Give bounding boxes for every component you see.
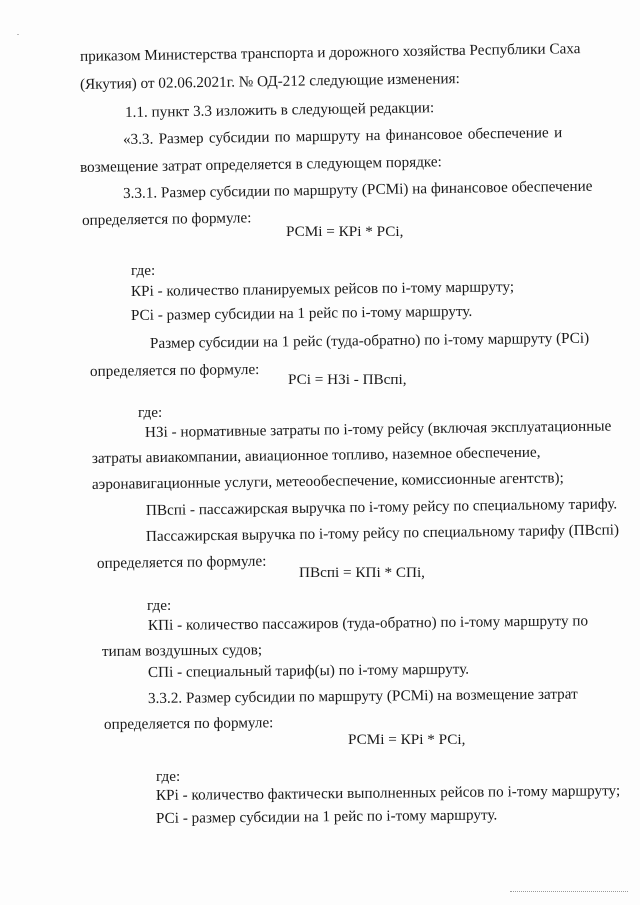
- text-line: РСi - размер субсидии на 1 рейс по i-тому маршруту.: [155, 806, 498, 827]
- text-line: определяется по формуле:: [89, 360, 260, 380]
- text-line: где:: [156, 768, 181, 785]
- text-line: СПi - специальный тариф(ы) по i-тому маршруту.: [147, 660, 470, 681]
- text-line: где:: [147, 597, 172, 614]
- text-line: КРi - количество фактически выполненных рейсов по i-тому маршруту;: [155, 782, 621, 804]
- text-line: ПВспi - пассажирская выручка по i-тому рейсу по специальному тарифу.: [145, 495, 618, 519]
- text-line: КРi - количество планируемых рейсов по i-тому маршруту;: [130, 278, 515, 300]
- dotted-rule: [510, 891, 628, 892]
- text-line: где:: [131, 262, 156, 279]
- text-line: КПi - количество пассажиров (туда-обратно) по i-тому маршруту по: [147, 612, 589, 634]
- text-line: Размер субсидии на 1 рейс (туда-обратно) по i-тому маршруту (РСi): [149, 329, 590, 352]
- formula: РСi = НЗi - ПВспi,: [288, 371, 407, 388]
- text-line: 3.3.2. Размер субсидии по маршруту (РСМi) на возмещение затрат: [147, 685, 578, 707]
- text-line: «3.3. Размер субсидии по маршруту на финансовое обеспечение и: [122, 124, 563, 148]
- text-line: затраты авиакомпании, авиационное топливо, наземное обеспечение,: [91, 443, 541, 467]
- text-line: (Якутия) от 02.06.2021г. № ОД-212 следующие изменения:: [79, 70, 460, 93]
- text-line: 1.1. пункт 3.3 изложить в следующей редакции:: [124, 99, 435, 121]
- text-line: 3.3.1. Размер субсидии по маршруту (РСМi) на финансовое обеспечение: [122, 177, 593, 202]
- text-line: определяется по формуле:: [96, 552, 267, 572]
- text-line: приказом Министерства транспорта и дорожного хозяйства Республики Саха: [79, 40, 581, 65]
- scan-speck: [17, 34, 19, 35]
- text-line: аэронавигационные услуги, метеообеспечение, комиссионные агентств);: [91, 469, 564, 493]
- text-line: типам воздушных судов;: [101, 641, 263, 660]
- text-line: определяется по формуле:: [81, 209, 252, 229]
- text-line: НЗi - нормативные затраты по i-тому рейсу (включая эксплуатационные: [144, 417, 612, 441]
- text-line: определяется по формуле:: [103, 714, 274, 733]
- text-line: возмещение затрат определяется в следующем порядке:: [79, 153, 442, 176]
- formula: РСМi = КРi * РСi,: [348, 731, 466, 748]
- text-line: Пассажирская выручка по i-тому рейсу по специальному тарифу (ПВспi): [145, 521, 620, 545]
- formula: ПВспi = КПi * СПi,: [299, 564, 425, 581]
- text-line: где:: [138, 404, 163, 421]
- formula: РСМi = КРi * РСi,: [286, 223, 404, 240]
- text-line: РСi - размер субсидии на 1 рейс по i-тому маршруту.: [130, 302, 473, 324]
